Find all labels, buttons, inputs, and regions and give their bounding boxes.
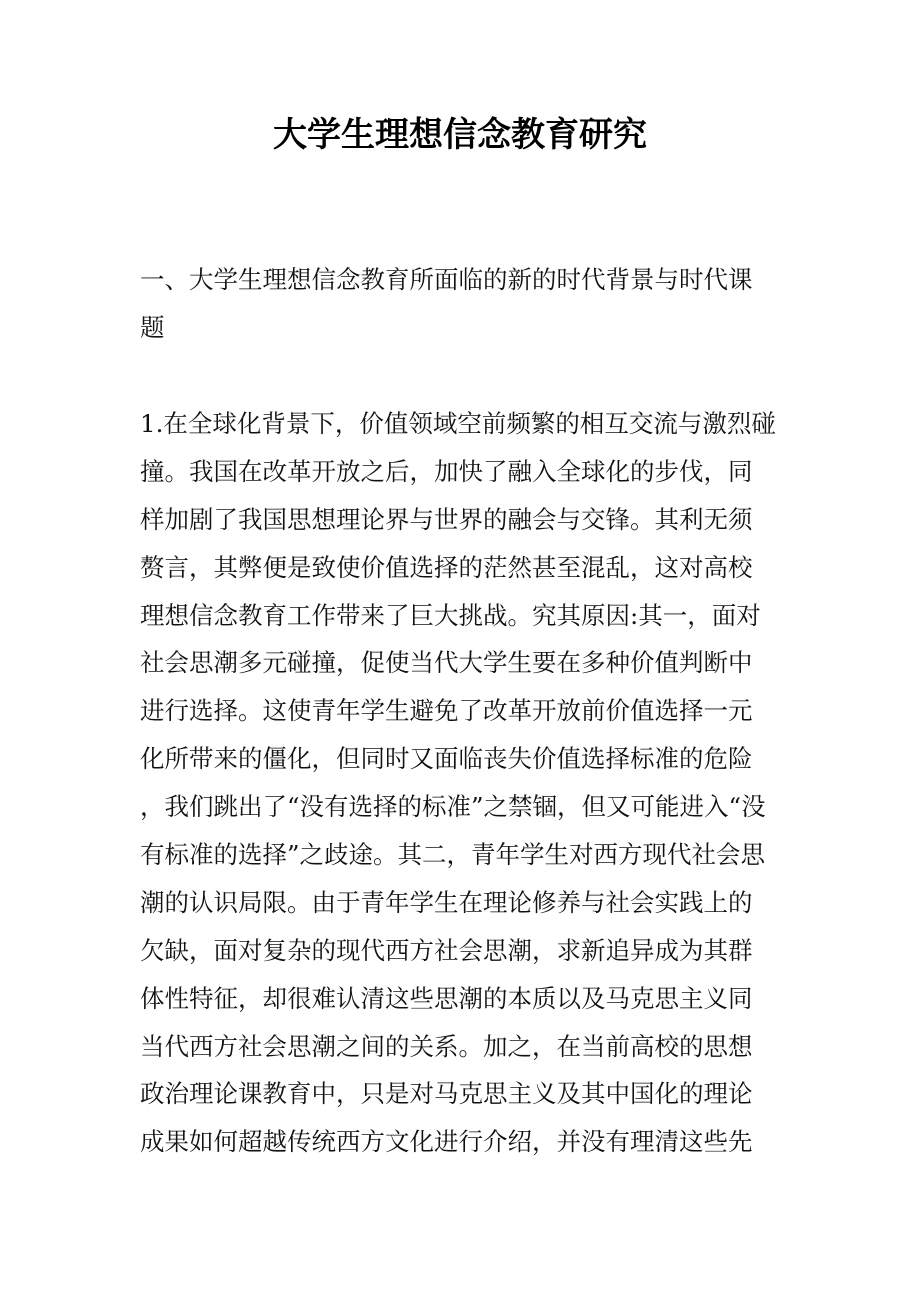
paragraph-line: ，我们跳出了“没有选择的标准”之禁锢，但又可能进入“没 [140,792,766,822]
paragraph-line: 潮的认识局限。由于青年学生在理论修养与社会实践上的 [140,887,753,917]
paragraph-line: 社会思潮多元碰撞，促使当代大学生要在多种价值判断中 [140,648,753,678]
paragraph-line: 撞。我国在改革开放之后，加快了融入全球化的步伐，同 [140,456,753,486]
paragraph-line: 1.在全球化背景下，价值领域空前频繁的相互交流与激烈碰 [140,409,776,438]
paragraph-line: 体性特征，却很难认清这些思潮的本质以及马克思主义同 [140,983,753,1013]
paragraph-line: 有标准的选择”之歧途。其二，青年学生对西方现代社会思 [140,840,766,870]
section-heading-line: 一、大学生理想信念教育所面临的新的时代背景与时代课 [140,265,753,294]
paragraph-line: 赘言，其弊便是致使价值选择的茫然甚至混乱，这对高校 [140,552,753,582]
paragraph-line: 政治理论课教育中，只是对马克思主义及其中国化的理论 [140,1079,753,1109]
paragraph-line: 化所带来的僵化，但同时又面临丧失价值选择标准的危险 [140,744,753,774]
section-heading-line: 题 [140,312,165,342]
paragraph-line: 样加剧了我国思想理论界与世界的融会与交锋。其利无须 [140,504,753,534]
paragraph-line: 理想信念教育工作带来了巨大挑战。究其原因:其一，面对 [140,600,761,630]
paragraph-line: 当代西方社会思潮之间的关系。加之，在当前高校的思想 [140,1031,753,1061]
paragraph-line: 成果如何超越传统西方文化进行介绍，并没有理清这些先 [140,1127,753,1157]
section-heading [140,256,780,351]
body-paragraph [140,400,790,1166]
paragraph-line: 进行选择。这使青年学生避免了改革开放前价值选择一元 [140,696,753,726]
paragraph-line: 欠缺，面对复杂的现代西方社会思潮，求新追异成为其群 [140,935,753,965]
document-title: 大学生理想信念教育研究 [273,115,647,155]
